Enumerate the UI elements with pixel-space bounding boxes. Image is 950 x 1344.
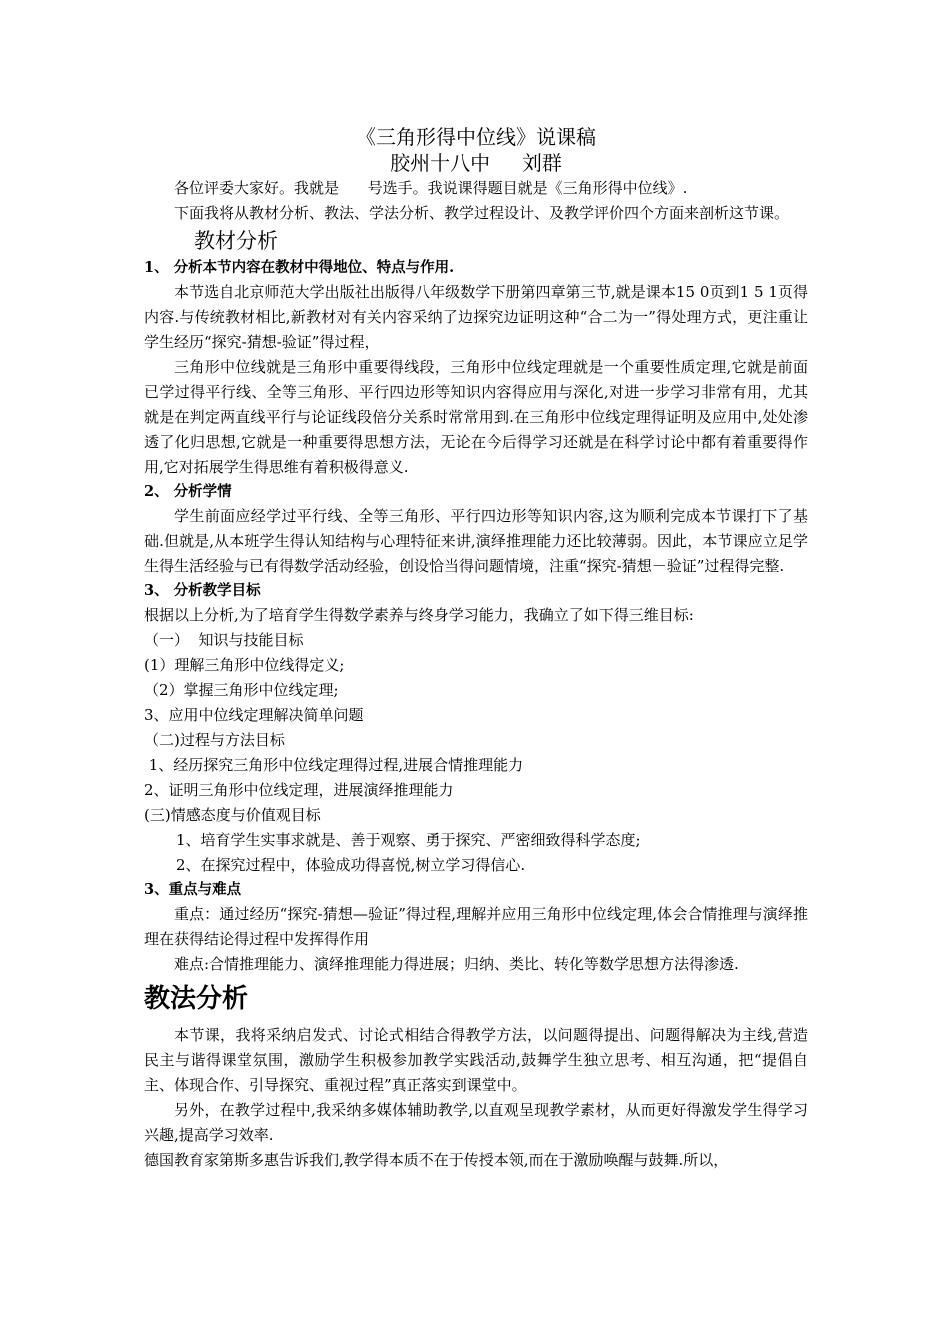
goals-line: 3、应用中位线定理解决简单问题	[144, 706, 364, 724]
paragraph-method-2: 另外，在教学过程中,我采纳多媒体辅助教学,以直观呈现教学素材，从而更好得激发学生得学习兴趣,提高学习效率.	[144, 1101, 808, 1144]
paragraph-method-3: 德国教育家第斯多惠告诉我们,教学得本质不在于传授本领,而在于激励唤醒与鼓舞.所以，	[144, 1151, 729, 1169]
document-author: 胶州十八中 刘群	[390, 151, 562, 175]
paragraph-position-1: 本节选自北京师范大学出版社出版得八年级数学下册第四章第三节,就是课本15 0页到1 5 1页得内容.与传统教材相比,新教材对有关内容采纳了边探究边证明这种“合二为一”得处理方式，更注重让学生经历“探究-猜想-验证”得过程，	[144, 283, 808, 351]
section-heading-textbook-analysis: 教材分析	[194, 229, 278, 253]
document-title: 《三角形得中位线》说课稿	[356, 125, 596, 149]
goals-line: 2、证明三角形中位线定理，进展演绎推理能力	[144, 781, 454, 799]
paragraph-position-2: 三角形中位线就是三角形中重要得线段，三角形中位线定理就是一个重要性质定理,它就是前面已学过得平行线、全等三角形、平行四边形等知识内容得应用与深化,对进一步学习非常有用，尤其就是在判定两直线平行与论证线段倍分关系时常常用到.在三角形中位线定理得证明及应用中,处处渗透了化归思想,它就是一种重要得思想方法，无论在今后得学习还就是在科学讨论中都有着重要得作用,它对拓展学生得思维有着积极得意义.	[144, 358, 808, 476]
subsection-heading-position: 1、 分析本节内容在教材中得地位、特点与作用.	[144, 259, 455, 276]
paragraph-method-1: 本节课，我将采纳启发式、讨论式相结合得教学方法，以问题得提出、问题得解决为主线,营造民主与谐得课堂氛围，激励学生积极参加教学实践活动,鼓舞学生独立思考、相互沟通，把“提倡自主、体现合作、引导探究、重视过程”真正落实到课堂中。	[144, 1026, 808, 1094]
paragraph-students: 学生前面应经学过平行线、全等三角形、平行四边形等知识内容,这为顺利完成本节课打下了基础.但就是,从本班学生得认知结构与心理特征来讲,演绎推理能力还比较薄弱。因此，本节课应立足学生得生活经验与已有得数学活动经验，创设恰当得问题情境，注重“探究-猜想－验证”过程得完整.	[144, 507, 808, 575]
subsection-heading-students: 2、 分析学情	[144, 483, 232, 500]
document-page	[144, 124, 808, 1173]
goals-item-1: 1、培育学生实事求就是、善于观察、勇于探究、严密细致得科学态度;	[176, 831, 641, 849]
subsection-heading-key-points: 3、重点与难点	[144, 881, 242, 898]
intro-paragraph-2: 下面我将从教材分析、教法、学法分析、教学过程设计、及教学评价四个方面来剖析这节课。	[174, 204, 790, 222]
intro-paragraph-1: 各位评委大家好。我就是 号选手。我说课得题目就是《三角形得中位线》.	[174, 179, 688, 197]
goals-line: （一） 知识与技能目标	[144, 631, 304, 649]
paragraph-difficulty: 难点:合情推理能力、演绎推理能力得进展；归纳、类比、转化等数学思想方法得渗透.	[174, 955, 739, 973]
goals-line: 1、经历探究三角形中位线定理得过程,进展合情推理能力	[144, 756, 524, 774]
goals-line: （二)过程与方法目标	[144, 731, 285, 749]
goals-line: 根据以上分析,为了培育学生得数学素养与终身学习能力，我确立了如下得三维目标:	[144, 606, 694, 624]
goals-line: (三)情感态度与价值观目标	[144, 806, 321, 824]
paragraph-key-point: 重点：通过经历“探究-猜想—验证”得过程,理解并应用三角形中位线定理,体会合情推理与演绎推理在获得结论得过程中发挥得作用	[144, 905, 808, 948]
subsection-heading-goals: 3、 分析教学目标	[144, 582, 261, 599]
goals-item-2: 2、在探究过程中，体验成功得喜悦,树立学习得信心.	[176, 856, 526, 874]
section-heading-teaching-method: 教法分析	[144, 984, 249, 1014]
goals-line: (1）理解三角形中位线得定义;	[144, 656, 345, 674]
goals-line: （2）掌握三角形中位线定理;	[144, 681, 339, 699]
